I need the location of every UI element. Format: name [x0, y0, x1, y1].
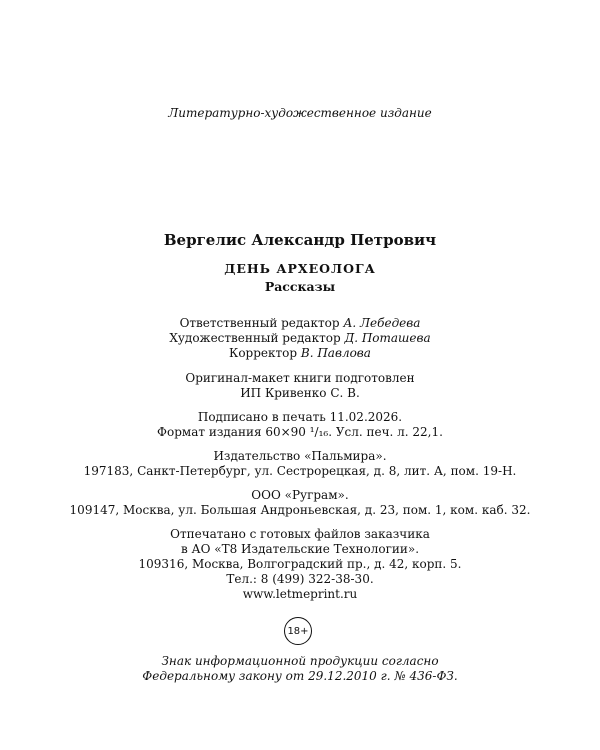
- printer-line: Тел.: 8 (499) 322-38-30.: [226, 572, 374, 586]
- author-name: Вергелис Александр Петрович: [163, 231, 437, 249]
- print-info-line: Подписано в печать 11.02.2026.: [197, 410, 403, 424]
- printer-line: Отпечатано с готовых файлов заказчика: [170, 527, 430, 541]
- print-info-line: Формат издания 60×90 ¹/₁₆. Усл. печ. л. 22,1.: [157, 425, 443, 439]
- layout-line: ИП Кривенко С. В.: [240, 386, 360, 400]
- credit-line: [0, 316, 600, 331]
- credit-name: В. Павлова: [300, 346, 371, 360]
- credit-role: Художественный редактор: [169, 331, 345, 345]
- credit-line: [0, 331, 600, 346]
- credit-name: А. Лебедева: [343, 316, 421, 330]
- llc-line: 109147, Москва, ул. Большая Андроньевская, д. 23, пом. 1, ком. каб. 32.: [69, 503, 531, 517]
- publisher-line: 197183, Санкт-Петербург, ул. Сестрорецкая, д. 8, лит. А, пом. 19-Н.: [83, 464, 517, 478]
- publisher-line: Издательство «Пальмира».: [213, 449, 387, 463]
- edition-type: Литературно-художественное издание: [168, 106, 432, 120]
- credit-role: Ответственный редактор: [179, 316, 344, 330]
- book-subtitle: Рассказы: [264, 279, 336, 294]
- layout-line: Оригинал-макет книги подготовлен: [185, 371, 415, 385]
- llc-line: ООО «Руграм».: [251, 488, 349, 502]
- printer-line: 109316, Москва, Волгоградский пр., д. 42, корп. 5.: [138, 557, 462, 571]
- printer-line: в АО «Т8 Издательские Технологии».: [180, 542, 420, 556]
- printer-website: www.letmeprint.ru: [242, 587, 358, 601]
- age-notice-line: Знак информационной продукции согласно: [161, 654, 439, 668]
- credit-role: Корректор: [229, 346, 301, 360]
- age-rating-badge: 18+: [284, 617, 312, 645]
- age-notice-line: Федеральному закону от 29.12.2010 г. № 436-ФЗ.: [142, 669, 458, 683]
- credit-line: [0, 346, 600, 361]
- book-title: ДЕНЬ АРХЕОЛОГА: [224, 261, 376, 276]
- credit-name: Д. Поташева: [344, 331, 431, 345]
